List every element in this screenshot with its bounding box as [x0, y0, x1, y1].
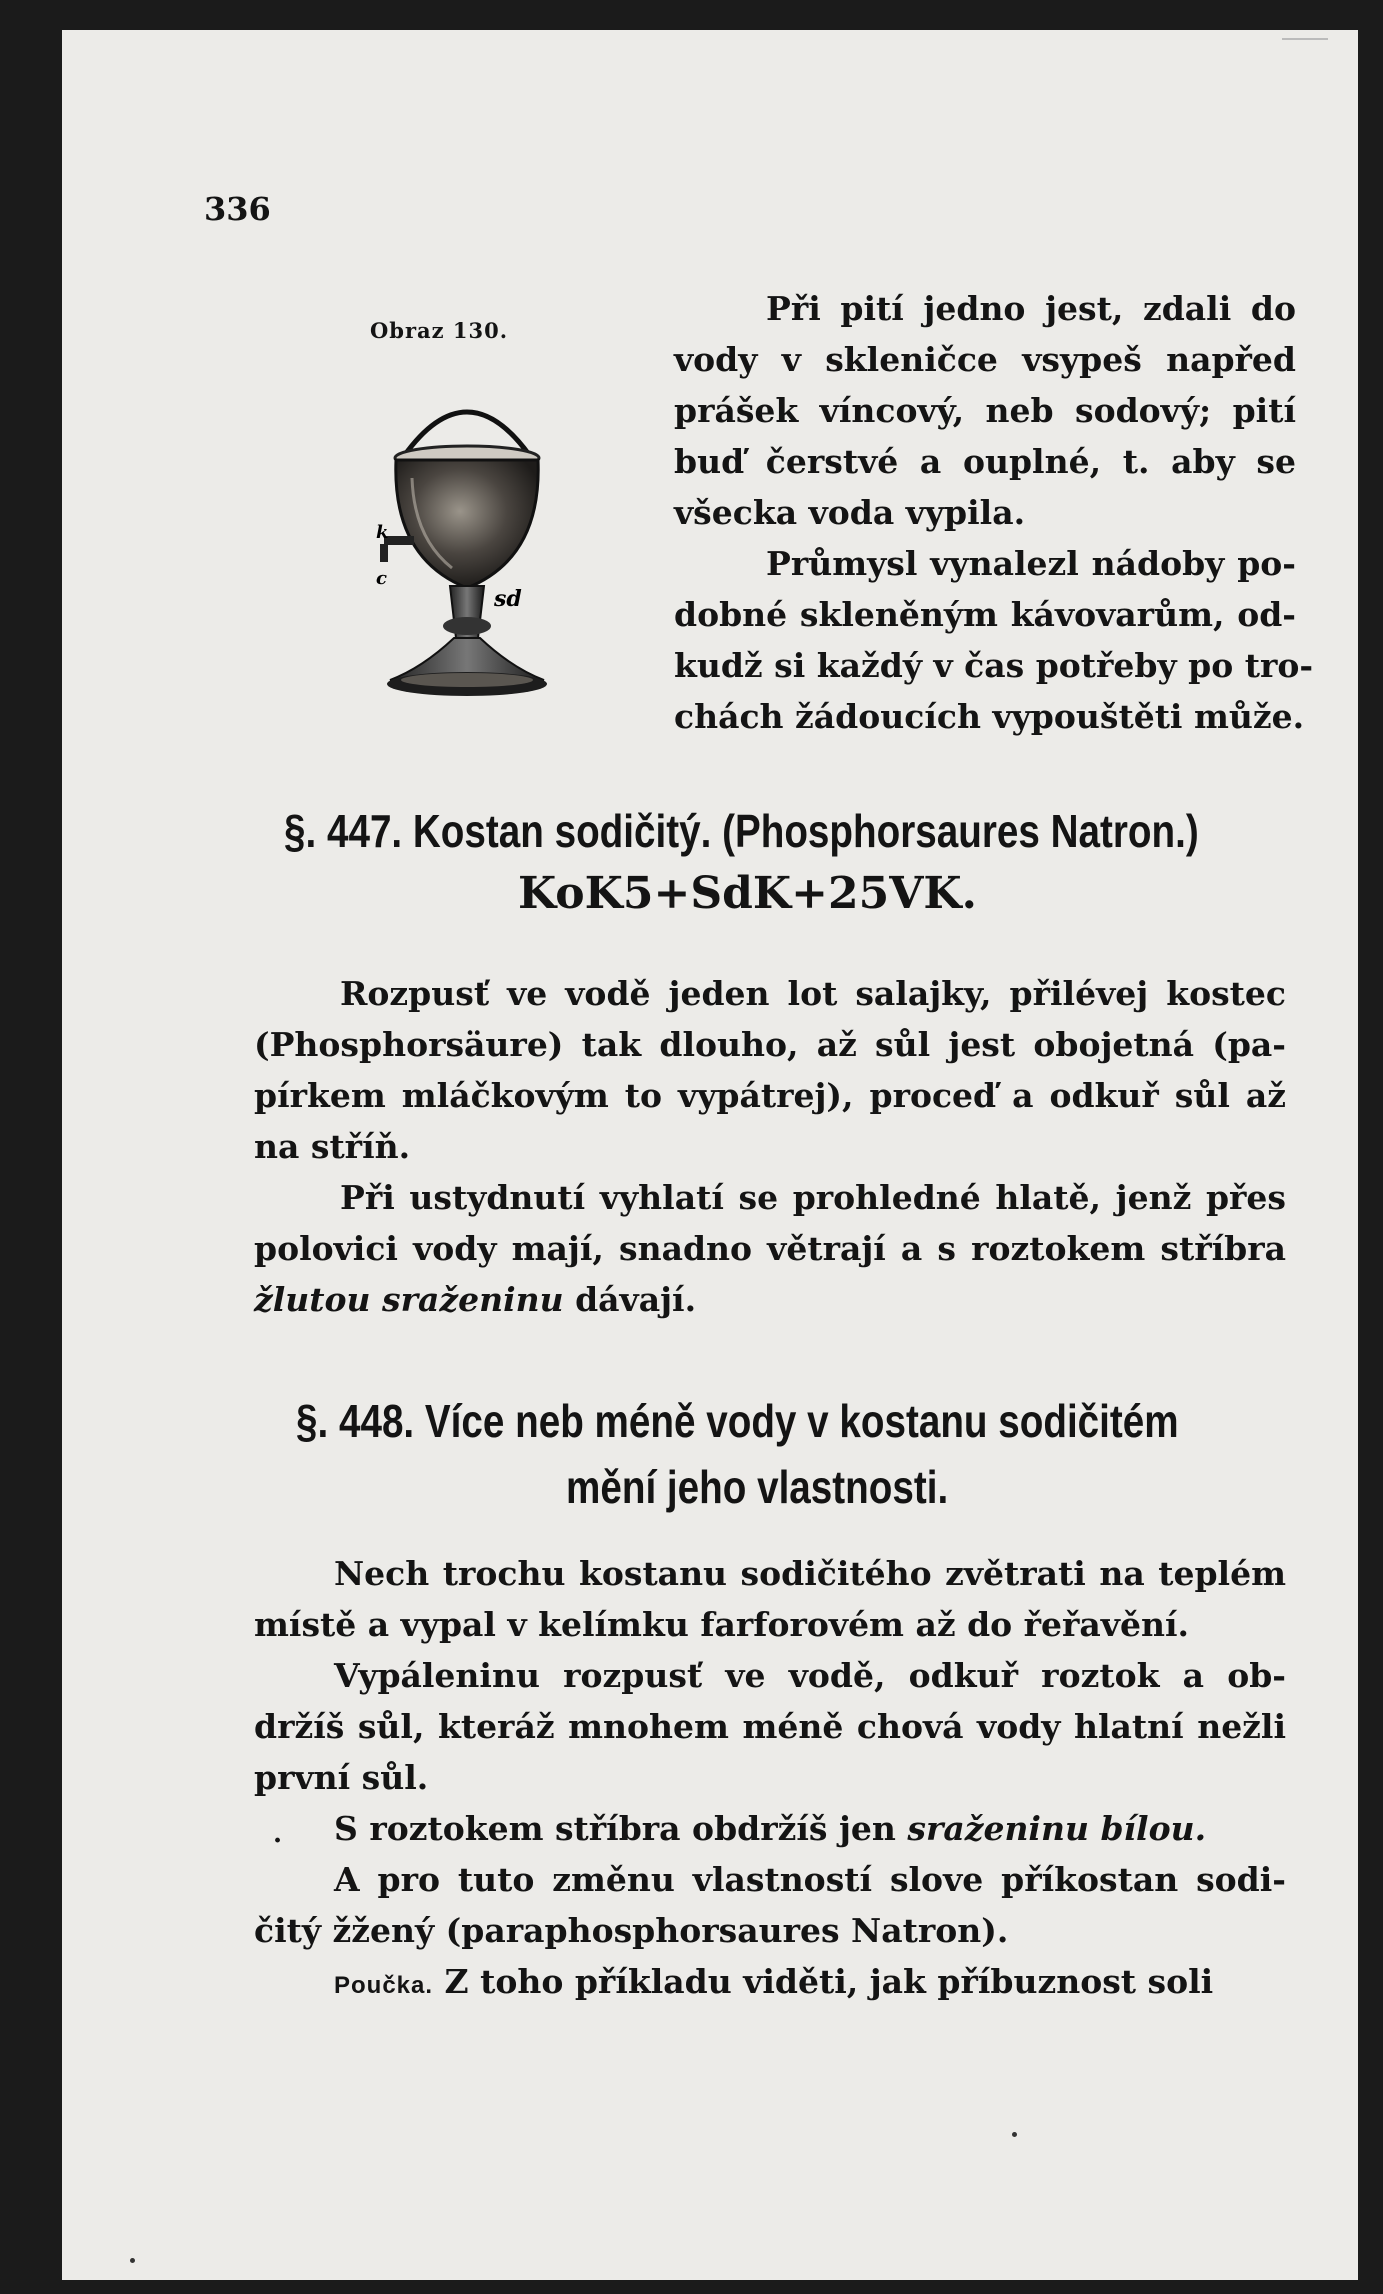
section-448-paragraph-3	[254, 1803, 1286, 1854]
stray-dot	[1012, 2132, 1017, 2137]
stray-dot	[130, 2258, 135, 2263]
text-line	[254, 1956, 1286, 2011]
text-line: prášek víncový, neb sodový; pití	[674, 391, 1296, 430]
stray-mark: ·	[273, 1826, 283, 1856]
text-line: Při pití jedno jest, zdali do	[766, 289, 1296, 328]
text-line: Vypáleninu rozpusť ve vodě, odkuř roztok a ob-	[334, 1656, 1286, 1695]
text-line: buď čerstvé a ouplné, t. aby se	[674, 442, 1296, 481]
page-number: 336	[204, 190, 271, 228]
section-447-paragraph-2	[254, 1172, 1286, 1325]
section-448-paragraph-5	[254, 1956, 1286, 2011]
intro-paragraph	[674, 283, 1314, 742]
text-line: pírkem mláčkovým to vypátrej), proceď a odkuř sůl až	[254, 1076, 1286, 1115]
text-line: (Phosphorsäure) tak dlouho, až sůl jest obojetná (pa-	[254, 1025, 1286, 1064]
text-fragment: Z toho příkladu viděti, jak příbuznost soli	[433, 1962, 1214, 2001]
emphasis-white-precipitate: sraženinu bílou.	[907, 1809, 1207, 1848]
text-line: polovici vody mají, snadno větrají a s roztokem stříbra	[254, 1229, 1286, 1268]
text-line: Při ustydnutí vyhlatí se prohledné hlatě, jenž přes	[340, 1178, 1286, 1217]
text-line: vody v skleničce vsypeš napřed	[674, 340, 1296, 379]
scan-edge-line	[1282, 38, 1328, 40]
text-line: Průmysl vynalezl nádoby po-	[766, 544, 1296, 583]
section-448-paragraph-1	[254, 1548, 1286, 1650]
text-line: Rozpusť ve vodě jeden lot salajky, přilévej kostec	[340, 974, 1286, 1013]
section-447-heading: §. 447. Kostan sodičitý. (Phosphorsaures Natron.)	[284, 805, 1199, 857]
text-line	[254, 1274, 1286, 1325]
section-448-heading-line-2: mění jeho vlastnosti.	[566, 1461, 949, 1513]
text-fragment: dávají.	[563, 1280, 697, 1319]
figure-label-k: k	[376, 522, 389, 543]
text-line: místě a vypal v kelímku farforovém až do řeřavění.	[254, 1605, 1189, 1644]
text-line: dobné skleněným kávovarům, od-	[674, 595, 1296, 634]
section-448-paragraph-2	[254, 1650, 1286, 1803]
emphasis-yellow-precipitate: žlutou sraženinu	[254, 1280, 564, 1319]
text-line: Nech trochu kostanu sodičitého zvětrati na teplém	[334, 1554, 1286, 1593]
text-line: na stříň.	[254, 1127, 411, 1166]
figure-label-c: c	[376, 568, 387, 589]
water-vessel-illustration	[362, 388, 572, 718]
text-line: čitý žžený (paraphosphorsaures Natron).	[254, 1911, 1009, 1950]
text-line: A pro tuto změnu vlastností slove příkostan sodi-	[334, 1860, 1286, 1899]
text-line: všecka voda vypila.	[674, 493, 1026, 532]
text-fragment: S roztokem stříbra obdržíš jen	[334, 1809, 908, 1848]
text-line: držíš sůl, kteráž mnohem méně chová vody hlatní nežli	[254, 1707, 1286, 1746]
section-448-paragraph-4	[254, 1854, 1286, 1956]
text-line: kudž si každý v čas potřeby po tro-	[674, 646, 1314, 685]
rule-lead: Poučka.	[334, 1972, 434, 1999]
figure-label-sd: sd	[494, 586, 522, 612]
section-447-paragraph-1	[254, 968, 1286, 1172]
text-line: první sůl.	[254, 1758, 429, 1797]
section-447-formula: KoK5+SdK+25VK.	[518, 868, 977, 919]
figure-caption: Obraz 130.	[370, 318, 509, 343]
section-448-heading-line-1: §. 448. Více neb méně vody v kostanu sodičitém	[296, 1395, 1179, 1447]
text-line	[254, 1803, 1286, 1854]
text-line: chách žádoucích vypouštěti může.	[674, 697, 1305, 736]
